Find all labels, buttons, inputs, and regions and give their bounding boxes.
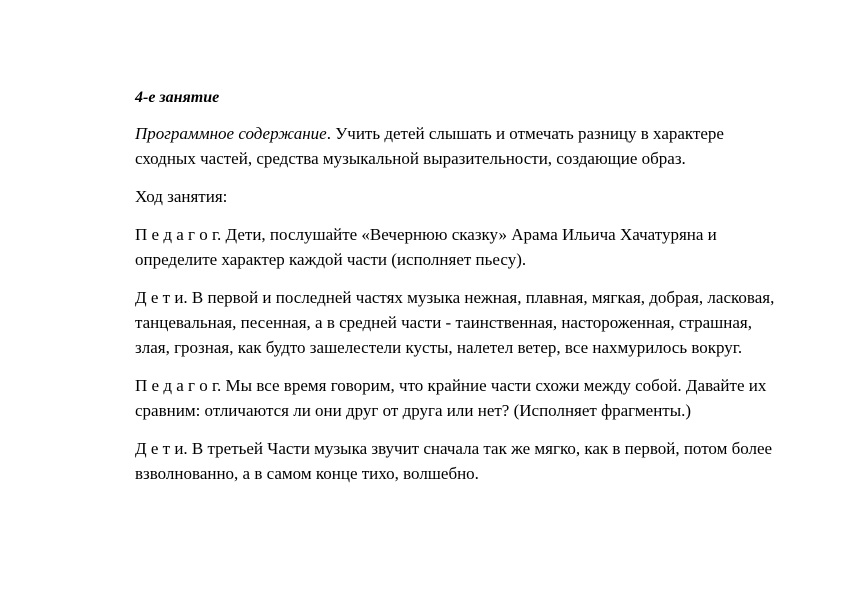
document-page <box>135 88 775 499</box>
program-label: Программное содержание <box>135 124 327 143</box>
dialogue-line-teacher-2 <box>135 373 775 423</box>
speaker-label: П е д а г о г. <box>135 376 222 395</box>
dialogue-text: В первой и последней частях музыка нежная, плавная, мягкая, добрая, ласковая, танцевальная, песенная, а в средней части - таинственная, настороженная, страшная, злая, грозная, как будто зашелестели кусты, налетел ветер, все нахмурилось вокруг. <box>135 288 775 357</box>
dialogue-text: Мы все время говорим, что крайние части схожи между собой. Давайте их сравним: отличаются ли они друг от друга или нет? (Исполняет фрагменты.) <box>135 376 767 420</box>
course-label: Ход занятия: <box>135 187 228 206</box>
speaker-label: Д е т и. <box>135 439 188 458</box>
speaker-label: Д е т и. <box>135 288 188 307</box>
lesson-title: 4-е занятие <box>135 89 220 106</box>
dialogue-line-children-1 <box>135 285 775 360</box>
dialogue-line-children-2 <box>135 436 775 486</box>
dialogue-line-teacher-1 <box>135 222 775 272</box>
speaker-label: П е д а г о г. <box>135 225 222 244</box>
program-text: . Учить детей слышать и отмечать разницу в характере сходных частей, средства музыкальной выразительности, создающие образ. <box>135 124 724 168</box>
program-paragraph <box>135 121 775 171</box>
dialogue-text: В третьей Части музыка звучит сначала так же мягко, как в первой, потом более взволнованно, а в самом конце тихо, волшебно. <box>135 439 773 483</box>
dialogue-text: Дети, послушайте «Вечернюю сказку» Арама Ильича Хачатуряна и определите характер каждой части (исполняет пьесу). <box>135 225 717 269</box>
